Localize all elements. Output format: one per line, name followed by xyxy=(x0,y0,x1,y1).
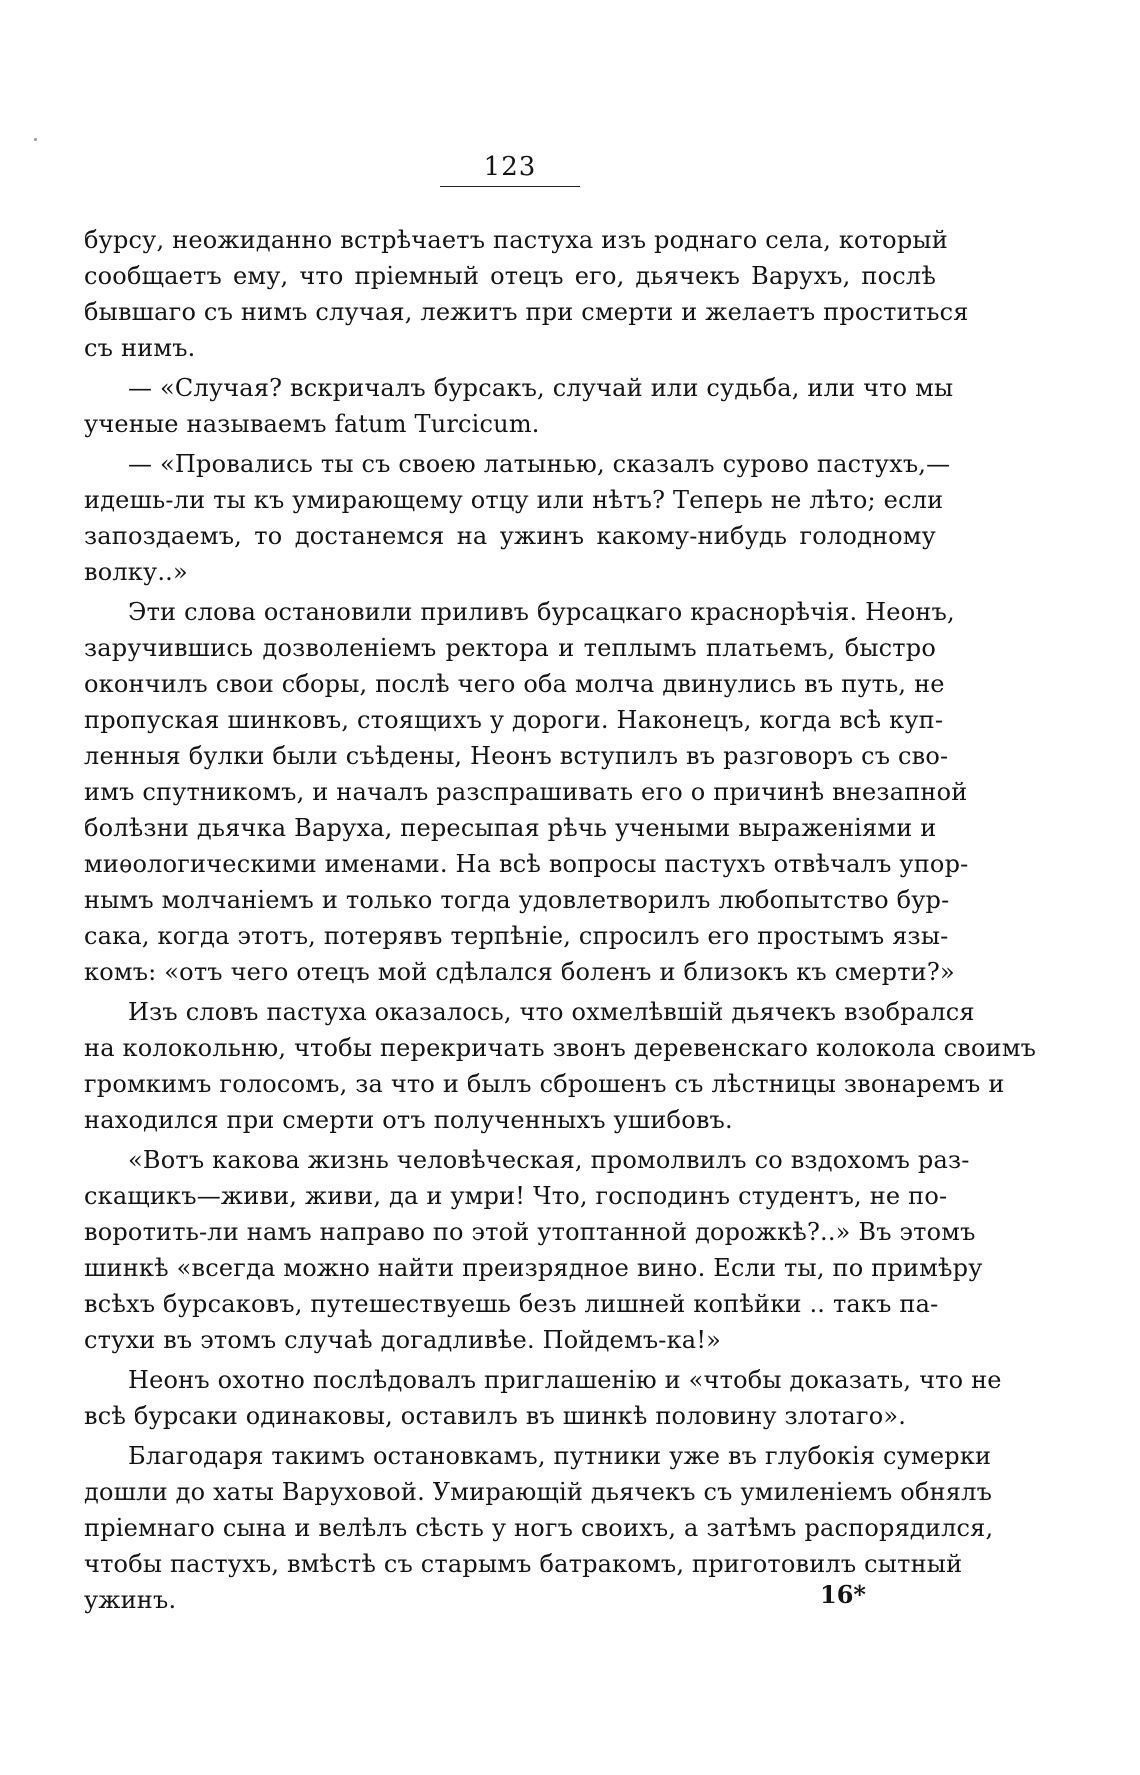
text-line: болѣзни дьячка Варуха, пересыпая рѣчь учеными выраженіями и xyxy=(84,814,937,842)
text-line: нымъ молчаніемъ и только тогда удовлетворилъ любопытство бур- xyxy=(84,886,950,914)
text-line: всѣхъ бурсаковъ, путешествуешь безъ лишней копѣйки .. такъ па- xyxy=(84,1290,939,1318)
text-line: идешь-ли ты къ умирающему отцу или нѣтъ? Теперь не лѣто; если xyxy=(84,486,944,514)
text-line: окончилъ свои сборы, послѣ чего оба молча двинулись въ путь, не xyxy=(84,670,945,698)
text-line: волку..» xyxy=(84,558,188,586)
text-line: Изъ словъ пастуха оказалось, что охмелѣвшій дьячекъ взобрался xyxy=(128,998,975,1026)
text-line: сообщаетъ ему, что пріемный отецъ его, дьячекъ Варухъ, послѣ xyxy=(84,262,936,290)
header-rule xyxy=(440,186,580,187)
text-line: скащикъ—живи, живи, да и умри! Что, господинъ студентъ, не по- xyxy=(84,1182,948,1210)
paragraph xyxy=(84,222,969,366)
paragraph xyxy=(84,1142,983,1358)
text-line: пропуская шинковъ, стоящихъ у дороги. Наконецъ, когда всѣ куп- xyxy=(84,706,944,734)
text-line: Неонъ охотно послѣдовалъ приглашенію и «чтобы доказать, что не xyxy=(128,1366,1002,1394)
text-line: дошли до хаты Варуховой. Умирающій дьячекъ съ умиленіемъ обнялъ xyxy=(84,1478,993,1506)
text-line: ужинъ. xyxy=(84,1586,177,1614)
text-line: миѳологическими именами. На всѣ вопросы пастухъ отвѣчалъ упор- xyxy=(84,850,969,878)
text-line: бурсу, неожиданно встрѣчаетъ пастуха изъ роднаго села, который xyxy=(84,226,948,254)
paragraph xyxy=(84,1438,994,1618)
page-number: 123 xyxy=(483,152,537,182)
text-line: ученые называемъ fatum Turcicum. xyxy=(84,410,540,438)
text-line: — «Случая? вскричалъ бурсакъ, случай или судьба, или что мы xyxy=(128,374,954,402)
text-line: чтобы пастухъ, вмѣстѣ съ старымъ батракомъ, приготовилъ сытный xyxy=(84,1550,963,1578)
paragraph xyxy=(84,446,951,590)
text-line: комъ: «отъ чего отецъ мой сдѣлался боленъ и близокъ къ смерти?» xyxy=(84,958,955,986)
text-line: воротить-ли намъ направо по этой утоптанной дорожкѣ?..» Въ этомъ xyxy=(84,1218,976,1246)
text-line: стухи въ этомъ случаѣ догадливѣе. Пойдемъ-ка!» xyxy=(84,1326,722,1354)
text-line: шинкѣ «всегда можно найти преизрядное вино. Если ты, по примѣру xyxy=(84,1254,983,1282)
text-line: «Вотъ какова жизнь человѣческая, промолвилъ со вздохомъ раз- xyxy=(128,1146,970,1174)
text-line: Благодаря такимъ остановкамъ, путники уже въ глубокія сумерки xyxy=(128,1442,992,1470)
text-line: Эти слова остановили приливъ бурсацкаго краснорѣчія. Неонъ, xyxy=(128,598,955,626)
text-line: ленныя булки были съѣдены, Неонъ вступилъ въ разговоръ съ сво- xyxy=(84,742,949,770)
text-line: съ нимъ. xyxy=(84,334,196,362)
paragraph xyxy=(84,370,954,442)
text-line: сака, когда этотъ, потерявъ терпѣніе, спросилъ его простымъ язы- xyxy=(84,922,949,950)
text-line: пріемнаго сына и велѣлъ сѣсть у ногъ своихъ, а затѣмъ распорядился, xyxy=(84,1514,994,1542)
text-line: заручившись дозволеніемъ ректора и теплымъ платьемъ, быстро xyxy=(84,634,936,662)
margin-speck xyxy=(34,138,37,141)
text-line: запоздаемъ, то достанемся на ужинъ какому-нибудь голодному xyxy=(84,522,936,550)
text-line: бывшаго съ нимъ случая, лежитъ при смерти и желаетъ проститься xyxy=(84,298,969,326)
body-text xyxy=(84,222,1037,1622)
text-line: громкимъ голосомъ, за что и былъ сброшенъ съ лѣстницы звонаремъ и xyxy=(84,1070,1005,1098)
text-line: всѣ бурсаки одинаковы, оставилъ въ шинкѣ половину злотаго». xyxy=(84,1402,907,1430)
printer-signature-mark: 16* xyxy=(820,1580,866,1609)
paragraph xyxy=(84,994,1037,1138)
text-line: находился при смерти отъ полученныхъ ушибовъ. xyxy=(84,1106,733,1134)
text-line: — «Провались ты съ своею латынью, сказалъ сурово пастухъ,— xyxy=(128,450,951,478)
paragraph xyxy=(84,1362,1002,1434)
text-line: на колокольню, чтобы перекричать звонъ деревенскаго колокола своимъ xyxy=(84,1034,1037,1062)
text-line: имъ спутникомъ, и началъ разспрашивать его о причинѣ внезапной xyxy=(84,778,968,806)
paragraph xyxy=(84,594,969,990)
